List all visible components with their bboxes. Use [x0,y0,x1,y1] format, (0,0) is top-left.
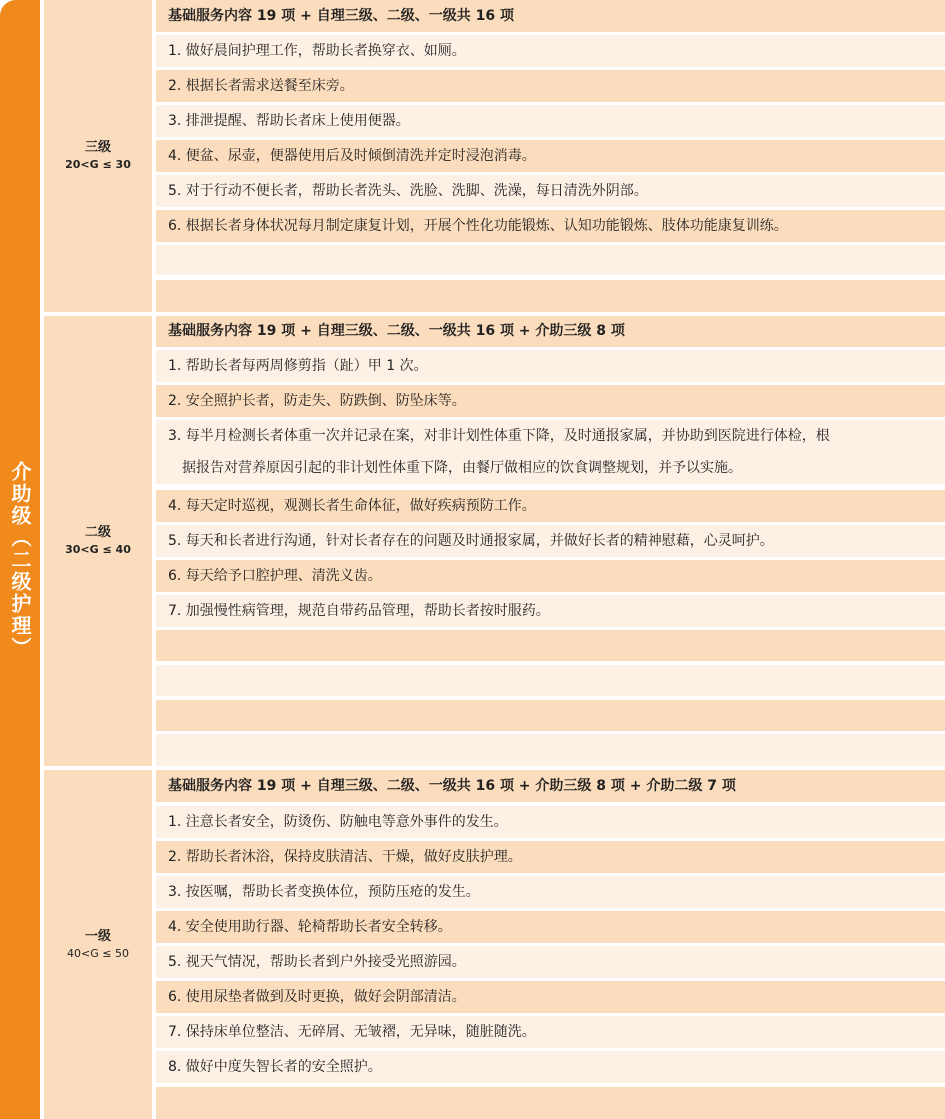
empty-row [156,665,945,696]
level-cell-2 [44,316,152,766]
list-item: 1. 帮助长者每两周修剪指（趾）甲 1 次。 [156,350,945,382]
empty-row [156,1087,945,1119]
level-range: 30<G ≤ 40 [65,543,131,556]
level-name: 二级 [84,525,111,540]
list-item: 7. 保持床单位整洁、无碎屑、无皱褶，无异味，随脏随洗。 [156,1016,945,1048]
level-range: 20<G ≤ 30 [65,158,131,171]
list-item: 5. 每天和长者进行沟通，针对长者存在的问题及时通报家属，并做好长者的精神慰藉，心灵呵护。 [156,525,945,557]
level-header-row: 基础服务内容 19 项 + 自理三级、二级、一级共 16 项 [156,0,945,32]
list-item: 1. 注意长者安全，防烫伤、防触电等意外事件的发生。 [156,806,945,838]
list-item: 6. 每天给予口腔护理、清洗义齿。 [156,560,945,592]
empty-row [156,630,945,661]
list-item: 2. 安全照护长者，防走失、防跌倒、防坠床等。 [156,385,945,417]
level-header-row: 基础服务内容 19 项 + 自理三级、二级、一级共 16 项 + 介助三级 8 项 + 介助二级 7 项 [156,770,945,802]
empty-row [156,700,945,731]
list-item-continuation: 据报告对营养原因引起的非计划性体重下降，由餐厅做相应的饮食调整规划，并予以实施。 [156,452,945,484]
list-item: 2. 帮助长者沐浴，保持皮肤清洁、干燥，做好皮肤护理。 [156,841,945,873]
list-item: 5. 对于行动不便长者，帮助长者洗头、洗脸、洗脚、洗澡，每日清洗外阴部。 [156,175,945,207]
level-range: 40<G ≤ 50 [67,946,129,960]
empty-row [156,280,945,312]
level-cell-1 [44,770,152,1119]
list-item: 2. 根据长者需求送餐至床旁。 [156,70,945,102]
level-header-row: 基础服务内容 19 项 + 自理三级、二级、一级共 16 项 + 介助三级 8 项 [156,316,945,347]
list-item: 8. 做好中度失智长者的安全照护。 [156,1051,945,1083]
list-item: 4. 安全使用助行器、轮椅帮助长者安全转移。 [156,911,945,943]
list-item: 1. 做好晨间护理工作，帮助长者换穿衣、如厕。 [156,35,945,67]
list-item: 4. 便盆、尿壶，便器使用后及时倾倒清洗并定时浸泡消毒。 [156,140,945,172]
list-item: 3. 按医嘱，帮助长者变换体位，预防压疮的发生。 [156,876,945,908]
empty-row [156,734,945,766]
list-item: 7. 加强慢性病管理，规范自带药品管理，帮助长者按时服药。 [156,595,945,627]
level-name: 一级 [84,928,111,944]
list-item: 5. 视天气情况，帮助长者到户外接受光照游园。 [156,946,945,978]
list-item: 6. 使用尿垫者做到及时更换，做好会阴部清洁。 [156,981,945,1013]
list-item: 6. 根据长者身体状况每月制定康复计划，开展个性化功能锻炼、认知功能锻炼、肢体功能康复训练。 [156,210,945,242]
list-item: 3. 排泄提醒、帮助长者床上使用便器。 [156,105,945,137]
side-category-label [0,0,40,1119]
list-item: 4. 每天定时巡视，观测长者生命体征，做好疾病预防工作。 [156,490,945,522]
empty-row [156,245,945,275]
side-label-text: 介助级（二级护理） [8,460,32,659]
level-cell-3 [44,0,152,312]
list-item: 3. 每半月检测长者体重一次并记录在案，对非计划性体重下降，及时通报家属，并协助到医院进行体检，根 [156,420,945,452]
level-name: 三级 [84,140,111,155]
